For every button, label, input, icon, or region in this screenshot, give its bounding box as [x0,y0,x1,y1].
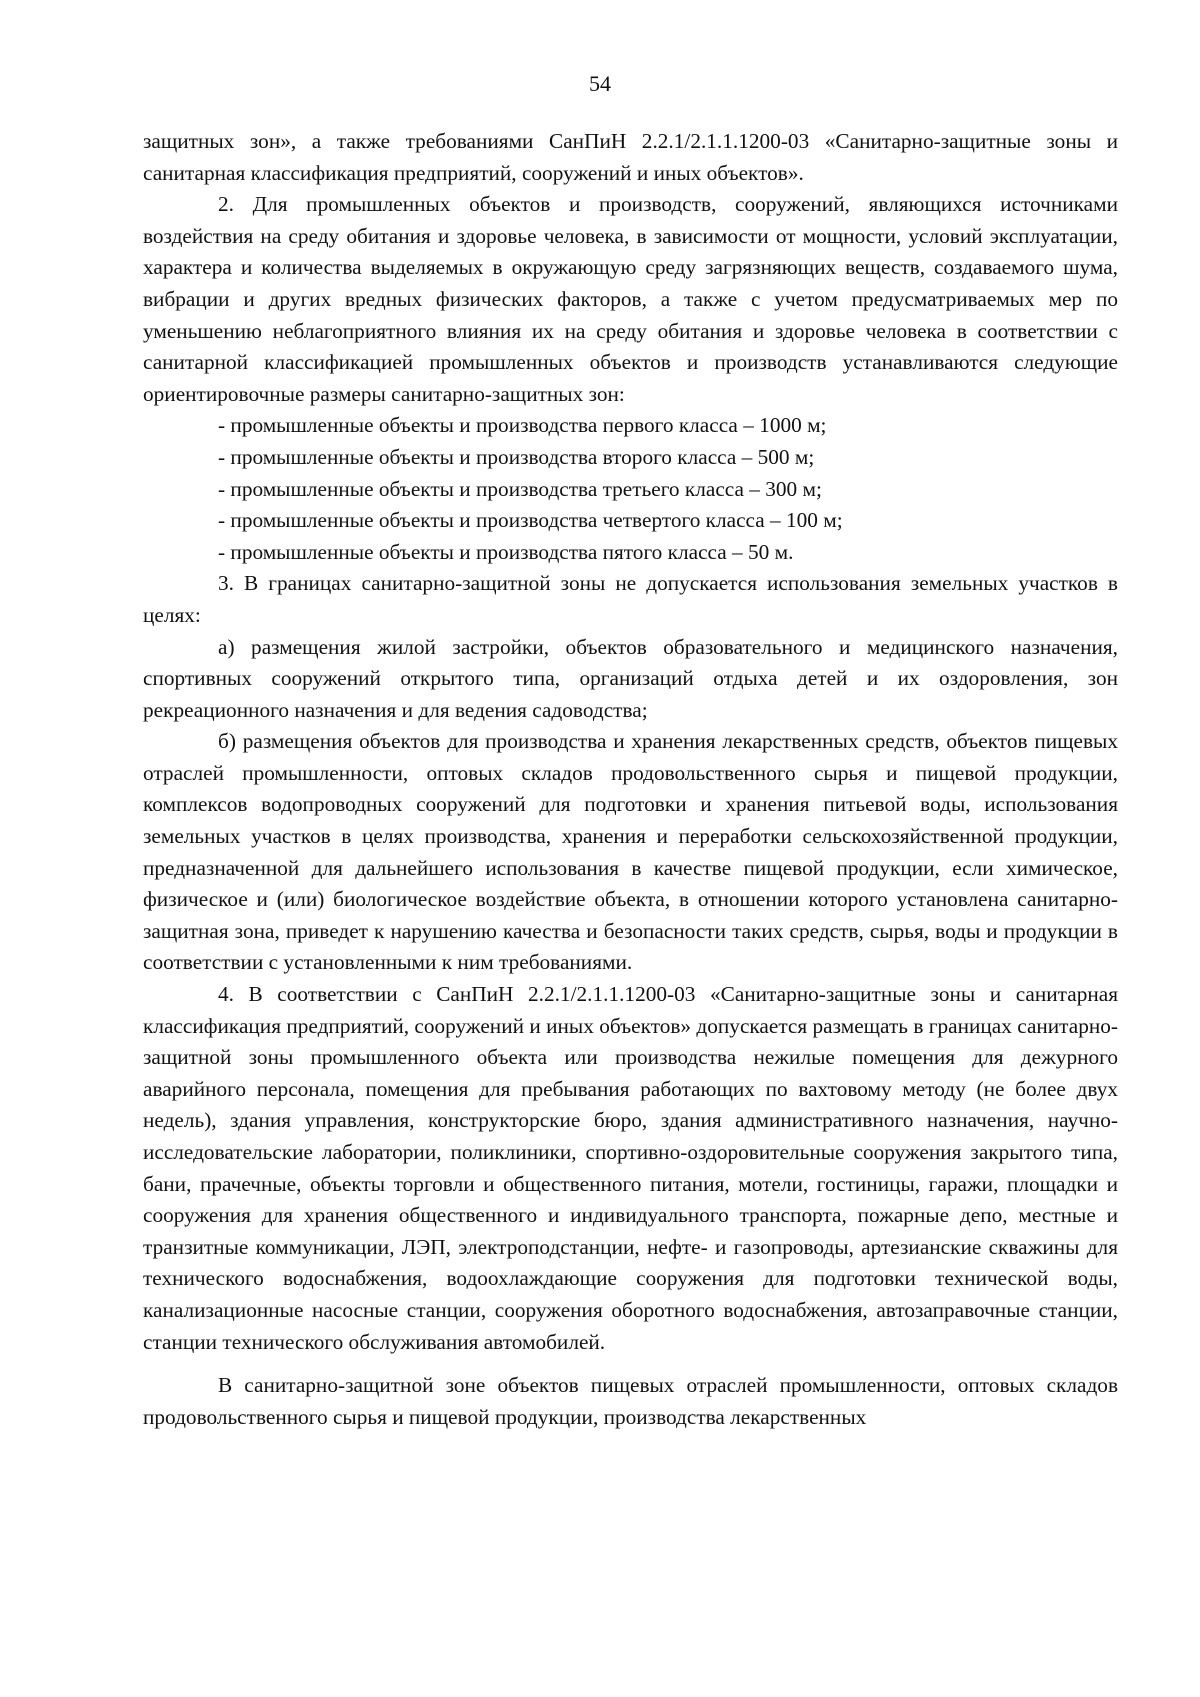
paragraph-intro-continuation: защитных зон», а также требованиями СанПиН 2.2.1/2.1.1.1200-03 «Санитарно-защитные зоны и санитарная классификация предприятий, сооружений и иных объектов». [143,129,1118,185]
paragraph-item-4: 4. В соответствии с СанПиН 2.2.1/2.1.1.1200-03 «Санитарно-защитные зоны и санитарная классификация предприятий, сооружений и иных объектов» допускается размещать в границах санитарно-защитной зоны промышленного объекта или производства нежилые помещения для дежурного аварийного персонала, помещения для пребывания работающих по вахтовому методу (не более двух недель), здания управления, конструкторские бюро, здания административного назначения, научно-исследовательские лаборатории, поликлиники, спортивно-оздоровительные сооружения закрытого типа, бани, прачечные, объекты торговли и общественного питания, мотели, гостиницы, гаражи, площадки и сооружения для хранения общественного и индивидуального транспорта, пожарные депо, местные и транзитные коммуникации, ЛЭП, электроподстанции, нефте- и газопроводы, артезианские скважины для технического водоснабжения, водоохлаждающие сооружения для подготовки технической воды, канализационные насосные станции, сооружения оборотного водоснабжения, автозаправочные станции, станции технического обслуживания автомобилей. [143,982,1118,1354]
list-item-class-5: - промышленные объекты и производства пятого класса – 50 м. [218,539,794,564]
document-body [143,126,1118,1433]
list-item-class-2: - промышленные объекты и производства второго класса – 500 м; [218,444,815,469]
paragraph-food-industry-zone: В санитарно-защитной зоне объектов пищевых отраслей промышленности, оптовых складов продовольственного сырья и пищевой продукции, производства лекарственных [143,1373,1118,1429]
list-item-class-4: - промышленные объекты и производства четвертого класса – 100 м; [218,508,843,533]
paragraph-item-3: 3. В границах санитарно-защитной зоны не допускается использования земельных участков в целях: [143,571,1118,627]
list-item-class-3: - промышленные объекты и производства третьего класса – 300 м; [218,476,822,501]
paragraph-subitem-a: а) размещения жилой застройки, объектов образовательного и медицинского назначения, спортивных сооружений открытого типа, организаций отдыха детей и их оздоровления, зон рекреационного назначения и для ведения садоводства; [143,634,1118,722]
page-number: 54 [589,71,611,96]
list-item-class-1: - промышленные объекты и производства первого класса – 1000 м; [218,413,827,438]
paragraph-item-2: 2. Для промышленных объектов и производств, сооружений, являющихся источниками воздействия на среду обитания и здоровье человека, в зависимости от мощности, условий эксплуатации, характера и количества выделяемых в окружающую среду загрязняющих веществ, создаваемого шума, вибрации и других вредных физических факторов, а также с учетом предусматриваемых мер по уменьшению неблагоприятного влияния их на среду обитания и здоровье человека в соответствии с санитарной классификацией промышленных объектов и производств устанавливаются следующие ориентировочные размеры санитарно-защитных зон: [143,192,1118,406]
paragraph-subitem-b: б) размещения объектов для производства и хранения лекарственных средств, объектов пищевых отраслей промышленности, оптовых складов продовольственного сырья и пищевой продукции, комплексов водопроводных сооружений для подготовки и хранения питьевой воды, использования земельных участков в целях производства, хранения и переработки сельскохозяйственной продукции, предназначенной для дальнейшего использования в качестве пищевой продукции, если химическое, физическое и (или) биологическое воздействие объекта, в отношении которого установлена санитарно-защитная зона, приведет к нарушению качества и безопасности таких средств, сырья, воды и продукции в соответствии с установленными к ним требованиями. [143,729,1118,975]
